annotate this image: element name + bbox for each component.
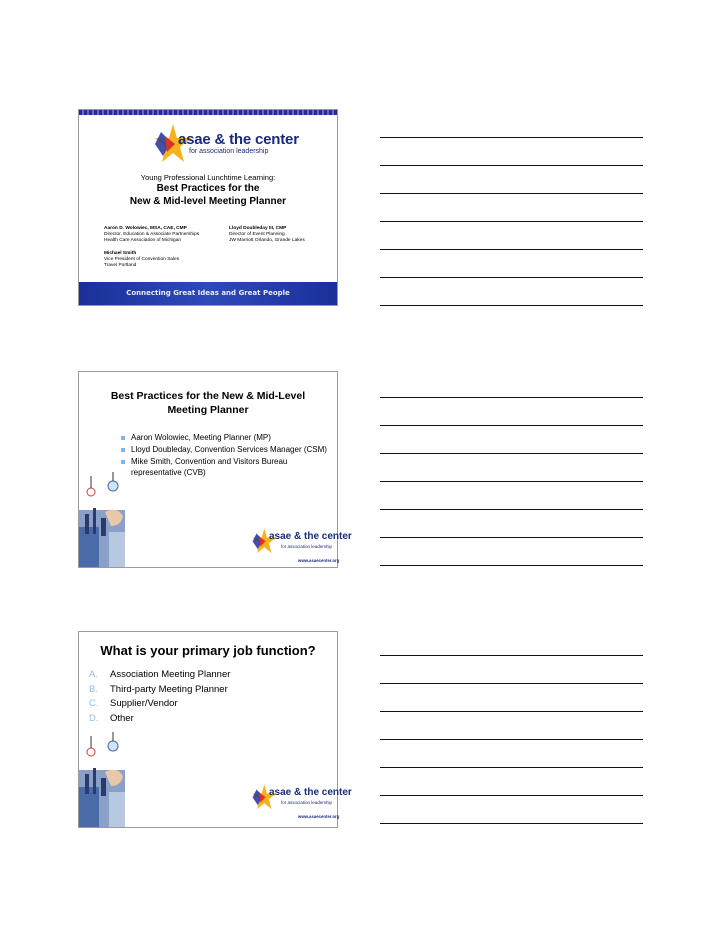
decorative-artwork (79, 472, 125, 567)
note-line (380, 711, 643, 712)
choice-item (89, 712, 230, 727)
note-line (380, 193, 643, 194)
choice-letter: B. (89, 683, 98, 695)
choice-letter: D. (89, 712, 99, 724)
bullet-item (121, 457, 331, 478)
note-line (380, 739, 643, 740)
speaker-org: Travel Portland (104, 263, 137, 268)
bullet-icon (121, 460, 125, 464)
slide-3-poll (78, 631, 352, 828)
note-line (380, 683, 643, 684)
logo-url: www.asaecenter.org (298, 558, 340, 563)
note-line (380, 481, 643, 482)
choice-text: Third-party Meeting Planner (110, 683, 228, 695)
logo-subtext: for association leadership (281, 544, 333, 549)
choice-list (89, 668, 230, 726)
choice-item (89, 697, 230, 712)
bullet-item (121, 445, 331, 456)
choice-text: Association Meeting Planner (110, 669, 231, 680)
note-line (380, 537, 643, 538)
bullet-text: Mike Smith, Convention and Visitors Bureau representative (CVB) (131, 457, 288, 477)
note-line (380, 509, 643, 510)
note-line (380, 249, 643, 250)
slide-title (89, 389, 327, 417)
note-line (380, 305, 643, 306)
speaker-name: Michael Smith (104, 251, 137, 256)
slide-title-line2: Meeting Planner (167, 404, 249, 416)
asae-logo (151, 122, 299, 172)
slide-title (79, 182, 337, 208)
slide-title-line1: Best Practices for the (156, 183, 260, 194)
slide-1-title (78, 109, 338, 306)
asae-logo (250, 783, 352, 823)
slide-top-stripe (79, 110, 337, 115)
choice-item (89, 668, 230, 683)
speaker-name: Aaron D. Wolowiec, MSA, CAE, CMP (104, 226, 187, 231)
speaker-michael (104, 251, 179, 269)
speaker-org: Health Care Association of Michigan (104, 238, 182, 243)
asae-logo (250, 527, 352, 567)
speaker-role: Vice President of Convention Sales (104, 257, 180, 262)
slide-title-line2: New & Mid-level Meeting Planner (129, 196, 287, 207)
speaker-name: Lloyd Doubleday III, CMP (229, 226, 287, 231)
bullet-text: Aaron Wolowiec, Meeting Planner (MP) (131, 433, 271, 442)
note-line (380, 277, 643, 278)
bullet-icon (121, 436, 125, 440)
bullet-item (121, 433, 331, 444)
note-line (380, 767, 643, 768)
slide-2-agenda (78, 371, 352, 568)
choice-text: Other (110, 712, 134, 724)
logo-text: asae & the center (269, 531, 352, 542)
decorative-artwork (79, 732, 125, 827)
logo-text: asae & the center (178, 131, 299, 148)
logo-text: asae & the center (269, 787, 352, 798)
logo-subtext: for association leadership (281, 800, 333, 805)
note-line (380, 165, 643, 166)
note-line (380, 137, 643, 138)
choice-text: Supplier/Vendor (110, 698, 178, 709)
note-line (380, 823, 643, 824)
choice-letter: A. (89, 669, 98, 680)
speaker-role: Director of Event Planning (229, 232, 285, 237)
speaker-role: Director, Education & Associate Partnerships (104, 232, 200, 237)
note-line (380, 453, 643, 454)
note-line (380, 221, 643, 222)
speaker-aaron (104, 226, 199, 244)
speaker-lloyd (229, 226, 305, 244)
bullet-list (121, 433, 331, 480)
speaker-org: JW Marriott Orlando, Grande Lakes (229, 238, 305, 243)
note-line (380, 397, 643, 398)
slide-footer-banner: Connecting Great Ideas and Great People (79, 282, 337, 305)
logo-url: www.asaecenter.org (298, 814, 340, 819)
logo-subtext: for association leadership (189, 148, 269, 155)
choice-item (89, 683, 230, 698)
bullet-text: Lloyd Doubleday, Convention Services Manager (CSM) (131, 445, 327, 454)
note-line (380, 655, 643, 656)
slide-title-line1: Best Practices for the New & Mid-Level (110, 390, 306, 402)
note-line (380, 425, 643, 426)
slide-title: What is your primary job function? (100, 643, 316, 658)
note-line (380, 565, 643, 566)
note-line (380, 795, 643, 796)
choice-letter: C. (89, 698, 99, 709)
slide-subtitle: Young Professional Lunchtime Learning: (140, 173, 276, 182)
bullet-icon (121, 448, 125, 452)
